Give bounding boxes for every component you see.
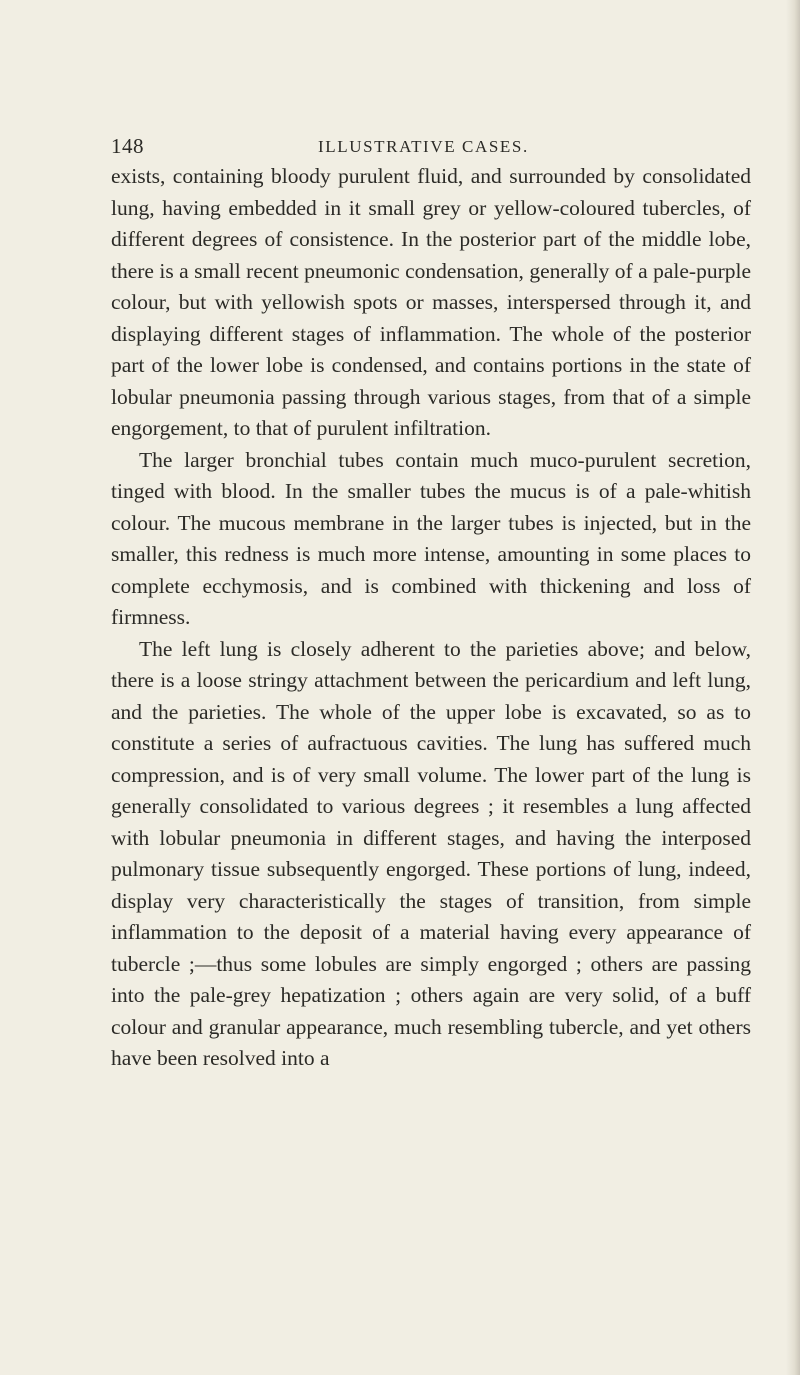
running-head: ILLUSTRATIVE CASES. [318,137,529,156]
page-header [111,134,751,164]
body-text [111,161,751,1075]
page-number: 148 [111,134,144,158]
paragraph-2: The larger bronchial tubes contain much muco-purulent secretion, tinged with blood. In the smaller tubes the mucus is of a pale-whitish colour. The mucous membrane in the larger tubes is injected, but in the smaller, this redness is much more intense, amounting in some places to complete ecchymosis, and is combined with thickening and loss of firmness. [111,447,751,629]
paragraph-3: The left lung is closely adherent to the parieties above; and below, there is a loose stringy attachment between the pericardium and left lung, and the parieties. The whole of the upper lobe is excavated, so as to constitute a series of aufractuous cavities. The lung has suffered much compression, and is of very small volume. The lower part of the lung is generally consolidated to various degrees ; it resembles a lung affected with lobular pneumonia in different stages, and having the interposed pulmonary tissue subsequently engorged. These portions of lung, indeed, display very characteristically the stages of transition, from simple inflammation to the deposit of a material having every appearance of tubercle ;—thus some lobules are simply engorged ; others are passing into the pale-grey hepatization ; others again are very solid, of a buff colour and granular appearance, much resembling tubercle, and yet others have been resolved into a [111,636,751,1070]
page-edge-shadow [786,0,800,1375]
paragraph-1: exists, containing bloody purulent fluid, and surrounded by consolidated lung, having embedded in it small grey or yellow-coloured tubercles, of different degrees of consistence. In the posterior part of the middle lobe, there is a small recent pneumonic condensation, generally of a pale-purple colour, but with yellowish spots or masses, interspersed through it, and displaying different stages of inflammation. The whole of the posterior part of the lower lobe is condensed, and contains portions in the state of lobular pneumonia passing through various stages, from that of a simple engorgement, to that of purulent infiltration. [111,164,751,440]
